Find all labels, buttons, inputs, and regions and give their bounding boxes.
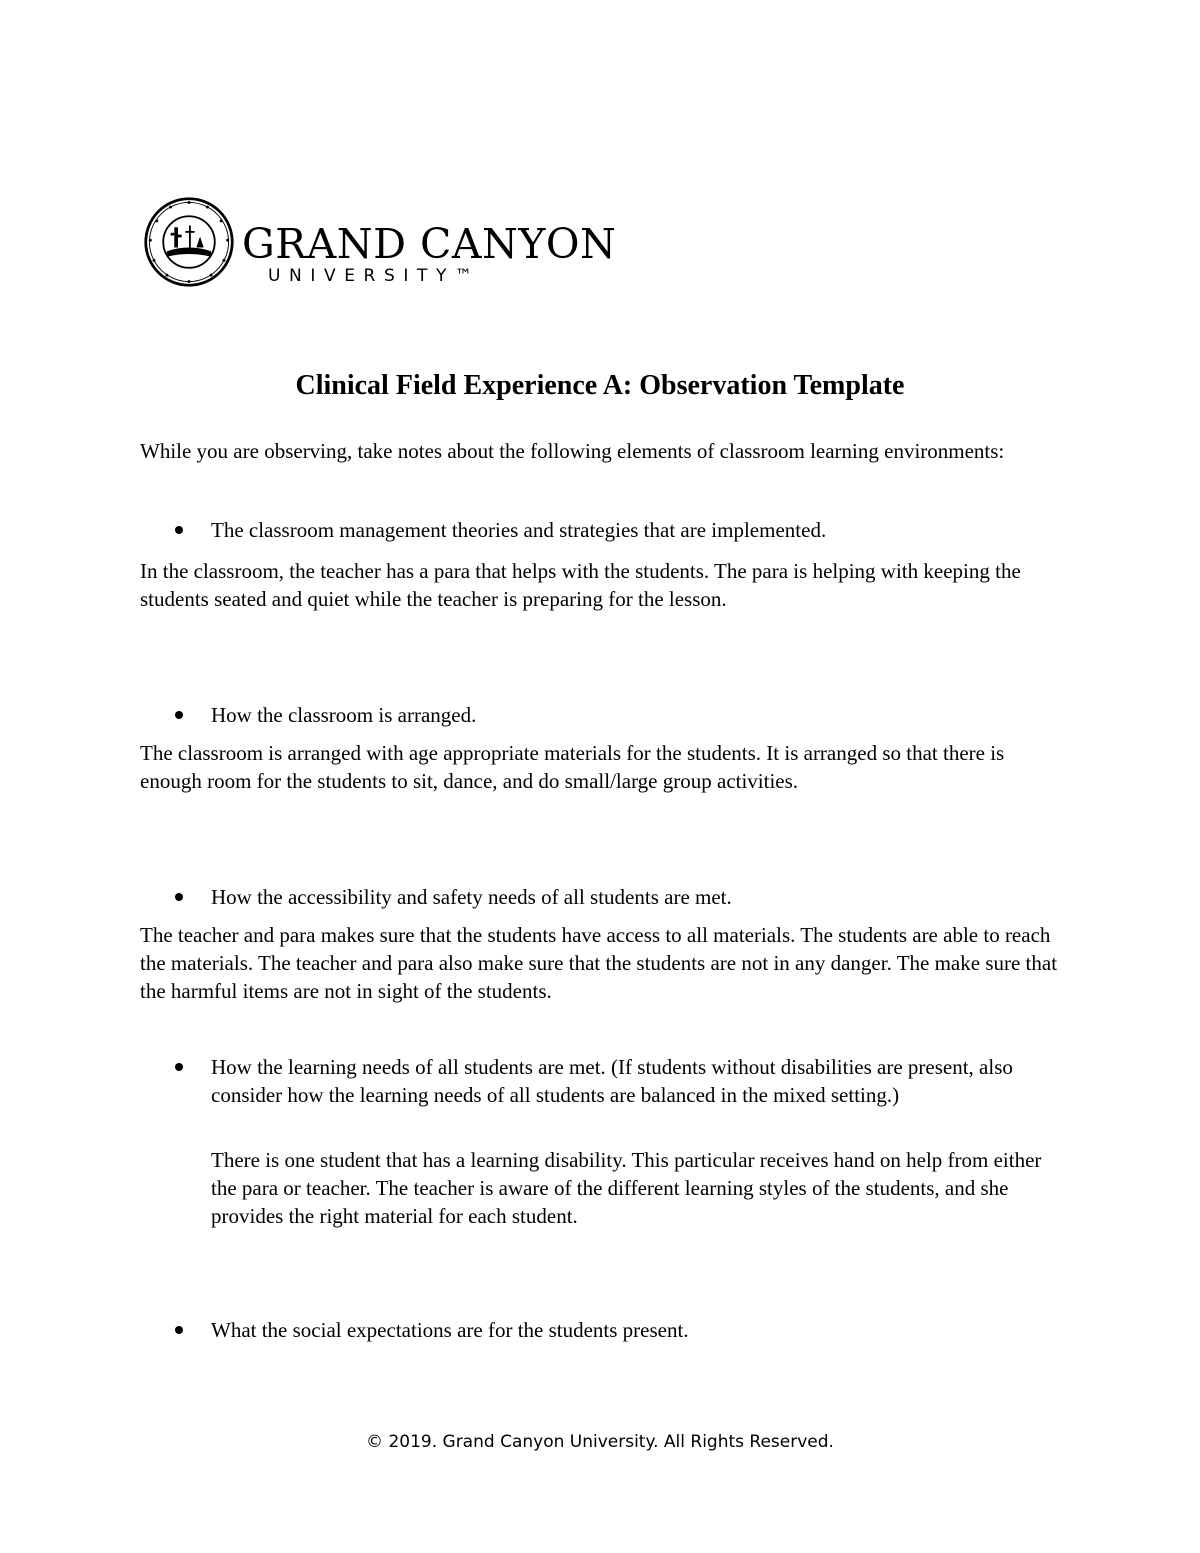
university-logo: [140, 196, 617, 292]
intro-text: While you are observing, take notes about the following elements of classroom learning environments:: [140, 439, 1005, 463]
bullet-icon: [175, 1326, 183, 1334]
prompt-3: How the accessibility and safety needs of all students are met.: [211, 885, 732, 909]
university-name-line2: UNIVERSITY™: [268, 266, 481, 286]
response-2: The classroom is arranged with age appropriate materials for the students. It is arranged so that there is enough room for the students to sit, dance, and do small/large group activities.: [140, 741, 1005, 793]
prompt-1: The classroom management theories and strategies that are implemented.: [211, 518, 827, 542]
bullet-icon: [175, 1063, 183, 1071]
response-4: There is one student that has a learning disability. This particular receives hand on help from either the para or teacher. The teacher is aware of the different learning styles of the students, and she provides the right material for each student.: [211, 1148, 1042, 1228]
copyright-footer: © 2019. Grand Canyon University. All Rights Reserved.: [366, 1432, 834, 1452]
bullet-icon: [175, 526, 183, 534]
prompt-2: How the classroom is arranged.: [211, 703, 477, 727]
prompt-4: How the learning needs of all students are met. (If students without disabilities are present, also consider how the learning needs of all students are balanced in the mixed setting.): [211, 1055, 1013, 1107]
bullet-icon: [175, 893, 183, 901]
response-1: In the classroom, the teacher has a para that helps with the students. The para is helping with keeping the students seated and quiet while the teacher is preparing for the lesson.: [140, 559, 1021, 611]
university-wordmark: [242, 222, 616, 286]
university-seal-icon: [140, 196, 238, 288]
page-title: Clinical Field Experience A: Observation Template: [295, 370, 905, 401]
prompt-5: What the social expectations are for the students present.: [211, 1318, 689, 1342]
response-3: The teacher and para makes sure that the students have access to all materials. The students are able to reach the materials. The teacher and para also make sure that the students are not in any danger. The make sure that the harmful items are not in sight of the students.: [140, 923, 1058, 1003]
university-name-line1: GRAND CANYON: [242, 220, 617, 268]
bullet-icon: [175, 711, 183, 719]
